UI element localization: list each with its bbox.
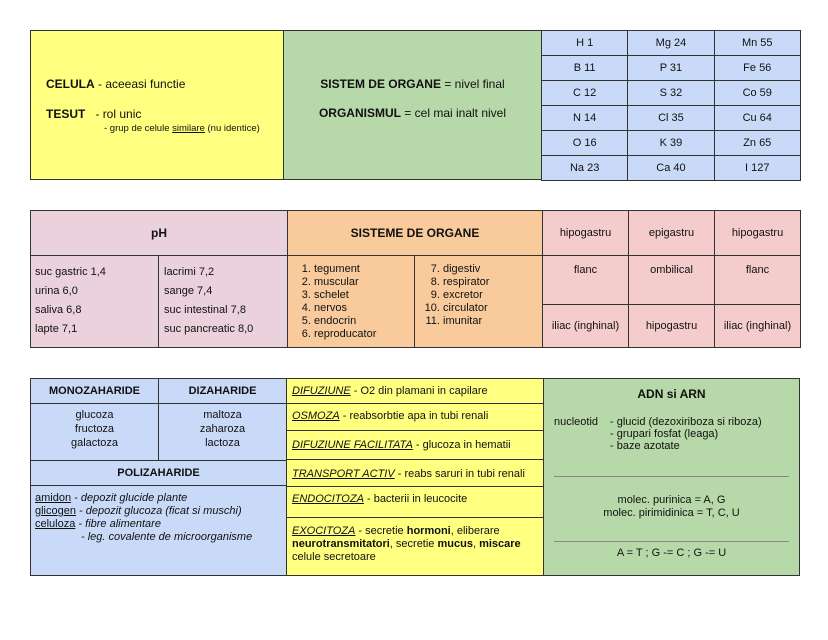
sistem-item: 2. muscular [314,276,414,289]
mono-items [30,403,159,461]
ph-right-2: suc intestinal 7,8 [164,304,246,316]
element-cell: K 39 [627,130,714,156]
transport-row: DIFUZIUNE - O2 din plamani in capilare [286,378,544,404]
sisteme-right-list [421,263,542,328]
sisteme-left-list [292,263,414,341]
element-cell: H 1 [541,30,628,56]
mono-item: fructoza [74,423,115,435]
element-cell: C 12 [541,80,628,106]
ph-left-0: suc gastric 1,4 [35,266,106,278]
tesut-line [46,107,141,121]
adn-divider [554,476,789,477]
element-cell: Mg 24 [627,30,714,56]
region-cell: epigastru [628,210,715,256]
sistem-item: 6. reproducator [314,328,414,341]
element-cell: Na 23 [541,155,628,181]
similare-word: similare [172,123,205,134]
poli-item: amidon - depozit glucide plante [35,492,188,504]
sistem-organism-box [283,30,542,180]
element-cell: Mn 55 [714,30,801,56]
poli-item: glicogen - depozit glucoza (ficat si muschi) [35,505,242,517]
pirimidinica: molec. pirimidinica = T, C, U [603,507,740,519]
organism-line: ORGANISMUL = cel mai inalt nivel [318,106,507,120]
region-cell: flanc [714,255,801,305]
region-cell: flanc [542,255,629,305]
sistem-item: 8. respirator [443,276,542,289]
element-cell: Cu 64 [714,105,801,131]
sisteme-header [287,210,543,256]
transport-row: TRANSPORT ACTIV - reabs saruri in tubi renali [286,459,544,487]
poli-extra: - leg. covalente de microorganisme [81,531,253,543]
sistem-item: 4. nervos [314,302,414,315]
region-cell: iliac (inghinal) [714,304,801,348]
ph-left-2: saliva 6,8 [35,304,82,316]
sisteme-title: SISTEME DE ORGANE [350,226,480,240]
celula-desc: - aceeasi functie [94,77,186,91]
ph-left-1: urina 6,0 [35,285,78,297]
element-cell: N 14 [541,105,628,131]
tesut-term: TESUT [46,107,86,121]
element-cell: O 16 [541,130,628,156]
di-items [158,403,287,461]
di-header: DIZAHARIDE [158,378,287,404]
poli-item: celuloza - fibre alimentare [35,518,161,530]
ph-left [30,255,159,348]
tesut-sub: - grup de celule similare (nu identice) [104,123,260,134]
element-cell: Ca 40 [627,155,714,181]
tesut-desc1: - rol unic [95,107,142,121]
element-cell: P 31 [627,55,714,81]
mono-item: galactoza [70,437,119,449]
purinica: molec. purinica = A, G [617,494,726,506]
sistem-item: 7. digestiv [443,263,542,276]
celula-term: CELULA [46,77,95,91]
adn-divider [554,541,789,542]
adn-title: ADN si ARN [637,387,706,401]
nucleotid-block [554,416,598,428]
poli-header: POLIZAHARIDE [30,460,287,486]
base-pairs: A = T ; G -= C ; G -= U [616,547,727,559]
nucleotid-label: nucleotid [554,416,599,428]
celula-tesut-box [30,30,284,180]
region-cell: hipogastru [542,210,629,256]
sistem-line: SISTEM DE ORGANE = nivel final [320,77,505,91]
regions-table [542,210,800,348]
element-cell: S 32 [627,80,714,106]
transport-row: ENDOCITOZA - bacterii in leucocite [286,486,544,518]
sisteme-right [414,255,543,348]
sisteme-left [287,255,415,348]
element-cell: Cl 35 [627,105,714,131]
mono-header: MONOZAHARIDE [30,378,159,404]
region-cell: hipogastru [714,210,801,256]
region-cell: hipogastru [628,304,715,348]
ph-left-3: lapte 7,1 [35,323,78,335]
sistem-item: 1. tegument [314,263,414,276]
ph-right-0: lacrimi 7,2 [164,266,215,278]
sistem-item: 10. circulator [443,302,542,315]
ph-title: pH [151,226,167,240]
sistem-item: 3. schelet [314,289,414,302]
element-cell: B 11 [541,55,628,81]
element-cell: Fe 56 [714,55,801,81]
ph-right [158,255,288,348]
adn-arn-box [543,378,800,576]
region-cell: iliac (inghinal) [542,304,629,348]
region-cell: ombilical [628,255,715,305]
ph-right-3: suc pancreatic 8,0 [164,323,254,335]
sistem-item: 11. imunitar [443,315,542,328]
ph-header [30,210,288,256]
poli-body [30,485,287,576]
nucleotid-items: - glucid (dezoxiriboza si riboza) - grupari fosfat (leaga) - baze azotate [610,416,762,452]
di-item: zaharoza [199,423,246,435]
mono-item: glucoza [75,409,114,421]
sistem-item: 5. endocrin [314,315,414,328]
element-table [541,30,800,180]
element-cell: Co 59 [714,80,801,106]
element-cell: Zn 65 [714,130,801,156]
transport-row: DIFUZIUNE FACILITATA - glucoza in hematii [286,430,544,460]
exocitoza-row: EXOCITOZA - secretie hormoni, eliberare neurotransmitatori, secretie mucus, miscare celule secretoare [286,517,544,576]
sistem-item: 9. excretor [443,289,542,302]
celula-line [46,77,185,91]
element-cell: I 127 [714,155,801,181]
di-item: lactoza [205,437,240,449]
transport-row: OSMOZA - reabsorbtie apa in tubi renali [286,403,544,431]
di-item: maltoza [203,409,242,421]
ph-right-1: sange 7,4 [164,285,213,297]
